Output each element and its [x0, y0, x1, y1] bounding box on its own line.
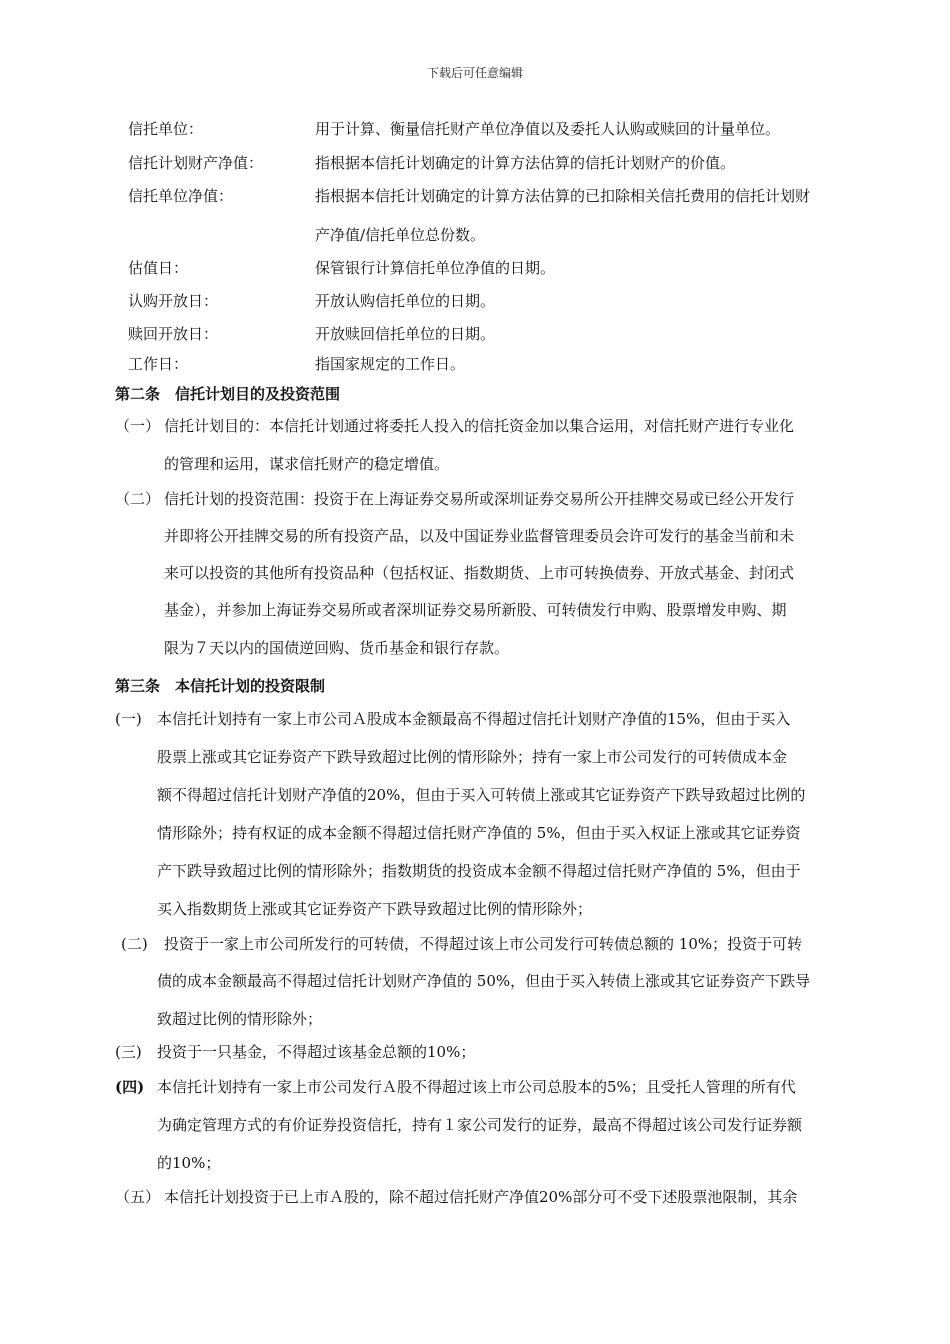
item-number: (一): [115, 710, 142, 728]
definition-text: 用于计算、衡量信托财产单位净值以及委托人认购或赎回的计量单位。: [315, 120, 781, 138]
definition-text-continued: 产净值/信托单位总份数。: [315, 226, 486, 244]
definition-term: 信托计划财产净值：: [128, 154, 264, 172]
definition-row: [0, 289, 950, 313]
item-line: 来可以投资的其他所有投资品种（包括权证、指数期货、上市可转换债券、开放式基金、封闭式: [164, 564, 795, 582]
item-line: 限为７天以内的国债逆回购、货币基金和银行存款。: [164, 639, 510, 657]
item-line: 股票上涨或其它证券资产下跌导致超过比例的情形除外；持有一家上市公司发行的可转债成本金: [157, 748, 788, 766]
item-line: 本信托计划投资于已上市Ａ股的，除不超过信托财产净值20%部分可不受下述股票池限制，其余: [164, 1188, 798, 1206]
item-number: （一）: [115, 417, 161, 435]
item-line: 信托计划目的：本信托计划通过将委托人投入的信托资金加以集合运用，对信托财产进行专业化: [164, 417, 795, 435]
definition-term: 赎回开放日：: [128, 325, 219, 343]
page-header-note: 下载后可任意编辑: [426, 66, 523, 80]
definition-text: 指根据本信托计划确定的计算方法估算的已扣除相关信托费用的信托计划财: [315, 187, 811, 205]
item-line: 投资于一家上市公司所发行的可转债，不得超过该上市公司发行可转债总额的 10%；投资于可转: [164, 935, 803, 953]
item-line: 的管理和运用，谋求信托财产的稳定增值。: [164, 455, 450, 473]
item-line: 产下跌导致超过比例的情形除外；指数期货的投资成本金额不得超过信托财产净值的 5%，但由于: [157, 862, 801, 880]
definition-text: 开放赎回信托单位的日期。: [315, 325, 496, 343]
definition-text: 保管银行计算信托单位净值的日期。: [315, 259, 556, 277]
item-line: 买入指数期货上涨或其它证券资产下跌导致超过比例的情形除外；: [157, 900, 593, 918]
definition-term: 工作日：: [128, 355, 189, 373]
definition-row: [0, 184, 950, 208]
article-heading: 第二条 信托计划目的及投资范围: [115, 385, 341, 403]
item-line: 本信托计划持有一家上市公司发行Ａ股不得超过该上市公司总股本的5%；且受托人管理的所有代: [157, 1078, 796, 1096]
item-number: (三): [115, 1043, 142, 1061]
definition-term: 估值日：: [128, 259, 189, 277]
definition-term: 信托单位净值：: [128, 187, 234, 205]
item-line: 致超过比例的情形除外；: [157, 1010, 323, 1028]
definition-term: 信托单位：: [128, 120, 204, 138]
item-line: 情形除外；持有权证的成本金额不得超过信托财产净值的 5%，但由于买入权证上涨或其它证券资: [157, 824, 801, 842]
item-line: 债的成本金额最高不得超过信托计划财产净值的 50%，但由于买入转债上涨或其它证券资产下跌导: [157, 972, 811, 990]
item-line: 投资于一只基金，不得超过该基金总额的10%；: [157, 1043, 476, 1061]
item-line: 信托计划的投资范围：投资于在上海证券交易所或深圳证券交易所公开挂牌交易或已经公开发行: [164, 490, 795, 508]
item-number: （五）: [115, 1188, 161, 1206]
definition-text: 指根据本信托计划确定的计算方法估算的信托计划财产的价值。: [315, 154, 736, 172]
item-line: 本信托计划持有一家上市公司Ａ股成本金额最高不得超过信托计划财产净值的15%，但由于买入: [157, 710, 791, 728]
definition-row: [0, 352, 950, 376]
item-number: （二）: [115, 490, 161, 508]
definition-row: [0, 151, 950, 175]
item-line: 并即将公开挂牌交易的所有投资产品，以及中国证券业监督管理委员会许可发行的基金当前和未: [164, 527, 795, 545]
item-number: (四): [115, 1078, 145, 1096]
item-line: 额不得超过信托计划财产净值的20%，但由于买入可转债上涨或其它证券资产下跌导致超过比例的: [157, 786, 806, 804]
item-line: 的10%；: [157, 1154, 221, 1172]
definition-text: 开放认购信托单位的日期。: [315, 292, 496, 310]
definition-row: [0, 322, 950, 346]
article-heading: 第三条 本信托计划的投资限制: [115, 677, 326, 695]
item-line: 基金），并参加上海证券交易所或者深圳证券交易所新股、可转债发行申购、股票增发申购、期: [164, 601, 787, 619]
definition-row: [0, 117, 950, 141]
item-line: 为确定管理方式的有价证券投资信托，持有１家公司发行的证券，最高不得超过该公司发行证券额: [157, 1116, 803, 1134]
definition-text: 指国家规定的工作日。: [315, 355, 466, 373]
item-number: (二): [121, 935, 148, 953]
definition-row: [0, 256, 950, 280]
definition-term: 认购开放日：: [128, 292, 219, 310]
